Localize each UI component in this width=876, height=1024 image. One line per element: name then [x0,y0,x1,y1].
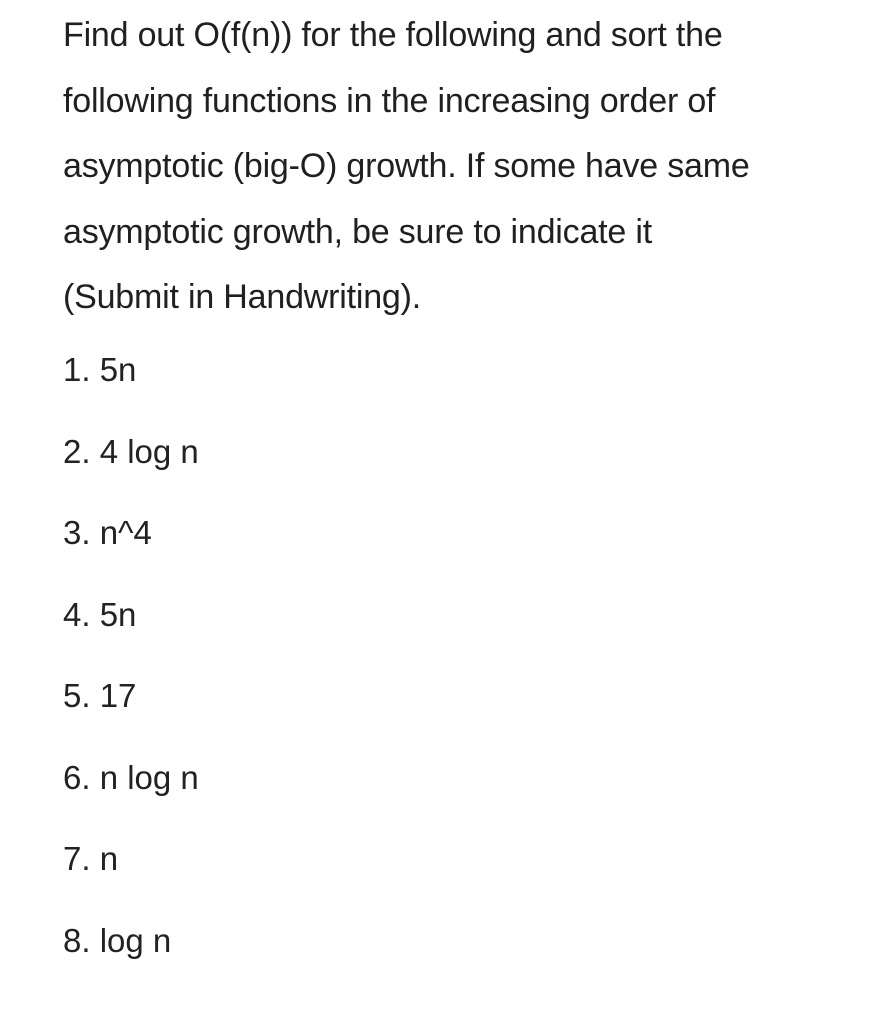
question-line: following functions in the increasing order of [63,81,716,120]
question-line: asymptotic (big-O) growth. If some have same [63,147,750,185]
question-line: asymptotic growth, be sure to indicate it [63,212,652,251]
function-item: 5. 17 [63,677,137,714]
function-item: 6. n log n [63,758,199,796]
function-item: 3. n^4 [63,514,152,551]
function-item: 4. 5n [63,595,137,633]
function-item: 2. 4 log n [63,432,199,470]
question-line: Find out O(f(n)) for the following and sort the [63,16,723,54]
function-item: 8. log n [63,921,172,959]
function-item: 7. n [63,840,119,877]
question-line: (Submit in Handwriting). [63,278,421,316]
question-text [63,0,853,331]
function-item: 1. 5n [63,351,137,388]
question-document [63,0,853,959]
function-list [63,336,199,988]
